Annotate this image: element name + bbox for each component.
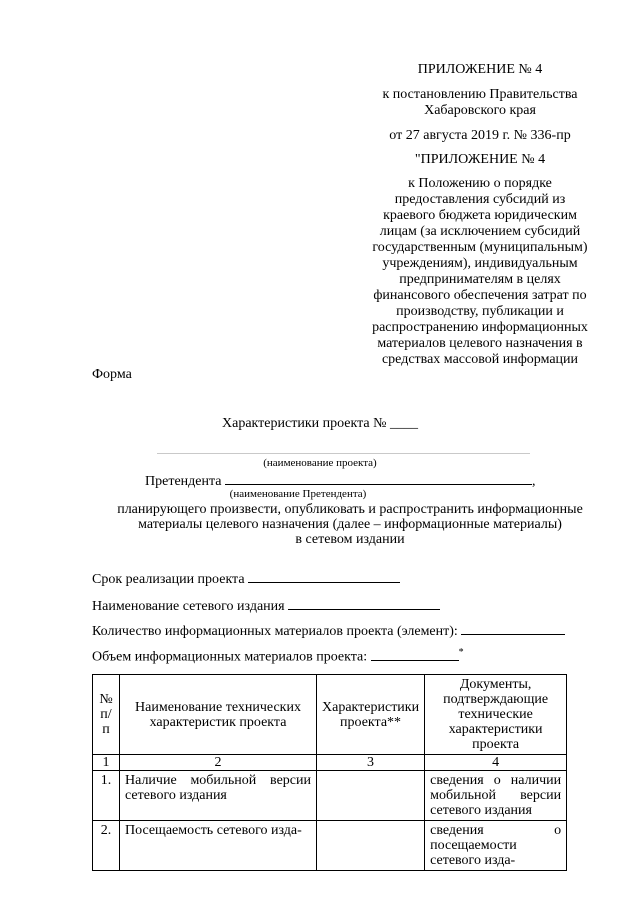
outlet-name-blank <box>288 597 440 610</box>
purpose-line: в сетевом издании <box>295 532 405 547</box>
numbering-cell: 4 <box>425 755 567 771</box>
numbering-cell: 1 <box>93 755 120 771</box>
row-value <box>317 821 425 871</box>
header-name: Наименование технических характеристик проекта <box>120 675 317 755</box>
table-row <box>93 771 567 821</box>
outlet-name-field <box>92 597 440 615</box>
purpose-line: материалы целевого назначения (далее – информационные материалы) <box>138 517 562 532</box>
numbering-cell: 2 <box>120 755 317 771</box>
quantity-field <box>92 622 565 640</box>
appendix-title: ПРИЛОЖЕНИЕ № 4 <box>417 62 543 77</box>
appendix-text-line: средствах массовой информации <box>381 352 579 367</box>
table-header-row <box>93 675 567 755</box>
header-num: № п/п <box>93 675 120 755</box>
appendix-line: к постановлению Правительства <box>382 87 578 102</box>
row-num: 2. <box>93 821 120 871</box>
project-name-caption: (наименование проекта) <box>263 457 377 469</box>
purpose-line: планирующего произвести, опубликовать и распространить информационные <box>117 502 583 517</box>
term-label: Срок реализации проекта <box>92 572 245 587</box>
pretendent-comma: , <box>531 474 536 489</box>
table-numbering-row <box>93 755 567 771</box>
appendix-text-line: предоставления субсидий из <box>394 192 566 207</box>
table-row <box>93 821 567 871</box>
appendix-text-line: предпринимателям в целях <box>399 272 561 287</box>
row-documents: сведения о посещаемости сетевого изда- <box>425 821 567 871</box>
numbering-cell: 3 <box>317 755 425 771</box>
volume-field <box>92 647 464 666</box>
row-documents: сведения о наличии мобильной версии сетевого издания <box>425 771 567 821</box>
appendix-line: от 27 августа 2019 г. № 336-пр <box>389 128 571 143</box>
volume-label: Объем информационных материалов проекта: <box>92 649 368 665</box>
purpose-text <box>60 502 640 547</box>
appendix-line: Хабаровского края <box>424 103 536 118</box>
pretendent-caption: (наименование Претендента) <box>229 488 367 500</box>
row-name: Наличие мобильной версии сетевого издания <box>120 771 317 821</box>
row-value <box>317 771 425 821</box>
term-field <box>92 570 400 588</box>
row-name: Посещаемость сетевого изда- <box>120 821 317 871</box>
quantity-blank <box>461 622 565 635</box>
appendix-text-line: материалов целевого назначения в <box>377 336 583 351</box>
appendix-text-line: лицам (за исключением субсидий <box>379 224 581 239</box>
volume-blank <box>371 648 459 661</box>
appendix-text-line: учреждениям), индивидуальным <box>382 256 578 271</box>
term-blank <box>248 570 400 583</box>
appendix-title-2: "ПРИЛОЖЕНИЕ № 4 <box>414 152 546 167</box>
characteristics-title: Характеристики проекта № ____ <box>222 416 418 431</box>
appendix-text-line: распространению информационных <box>372 320 588 335</box>
appendix-text-line: финансового обеспечения затрат по <box>373 288 587 303</box>
header-documents: Документы, подтверждающие технические характеристики проекта <box>425 675 567 755</box>
pretendent-blank <box>225 472 532 485</box>
characteristics-table <box>92 674 567 871</box>
appendix-text-line: производству, публикации и <box>396 304 564 319</box>
form-label: Форма <box>92 367 132 382</box>
header-value: Характеристики проекта** <box>317 675 425 755</box>
appendix-text-line: к Положению о порядке <box>408 176 552 191</box>
row-num: 1. <box>93 771 120 821</box>
appendix-text-line: краевого бюджета юридическим <box>383 208 577 223</box>
appendix-header <box>355 62 605 368</box>
appendix-text-line: государственным (муниципальным) <box>372 240 588 255</box>
quantity-label: Количество информационных материалов проекта (элемент): <box>92 624 458 639</box>
pretendent-label: Претендента <box>145 474 222 489</box>
outlet-name-label: Наименование сетевого издания <box>92 599 285 614</box>
project-name-line <box>157 453 530 454</box>
volume-footnote-mark: * <box>458 647 464 658</box>
